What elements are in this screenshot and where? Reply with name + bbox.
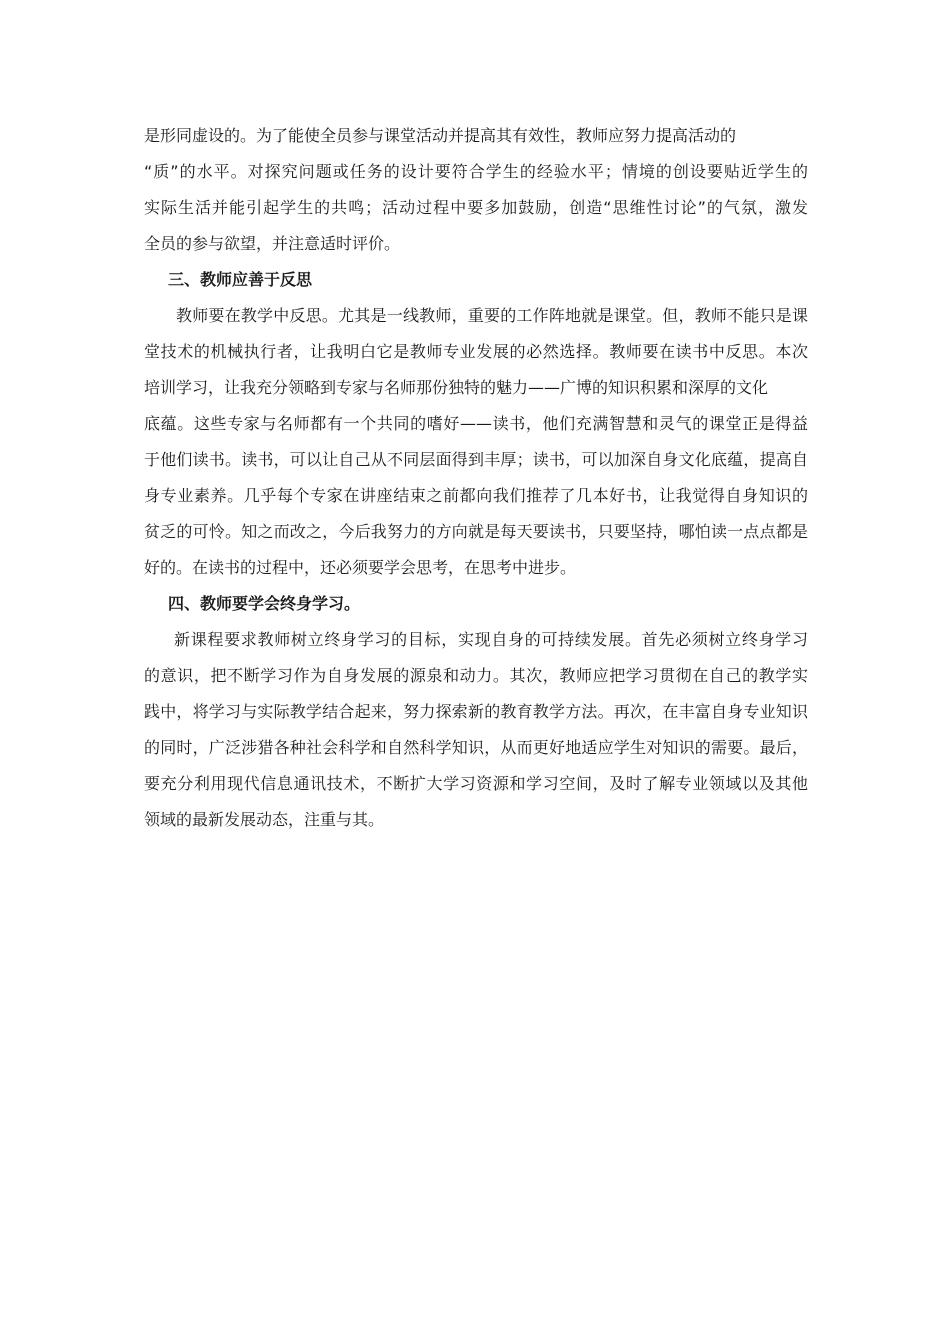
document-body (144, 118, 808, 838)
paragraph-line: 全员的参与欲望，并注意适时评价。 (144, 234, 401, 253)
paragraph-line: 的意识，把不断学习作为自身发展的源泉和动力。其次，教师应把学习贯彻在自己的教学实 (144, 666, 808, 685)
paragraph-line: 是形同虚设的。为了能使全员参与课堂活动并提高其有效性，教师应努力提高活动的 (144, 126, 737, 145)
paragraph-line: 好的。在读书的过程中，还必须要学会思考，在思考中进步。 (144, 558, 577, 577)
paragraph-line: 实际生活并能引起学生的共鸣；活动过程中要多加鼓励，创造“思维性讨论”的气氛，激发 (144, 198, 808, 217)
paragraph-line: 贫乏的可怜。知之而改之，今后我努力的方向就是每天要读书，只要坚持，哪怕读一点点都是 (144, 522, 808, 541)
paragraph-line: 领域的最新发展动态，注重与其。 (144, 810, 385, 829)
paragraph-line: 的同时，广泛涉猎各种社会科学和自然科学知识，从而更好地适应学生对知识的需要。最后， (144, 738, 808, 757)
paragraph-line: 堂技术的机械执行者，让我明白它是教师专业发展的必然选择。教师要在读书中反思。本次 (144, 342, 808, 361)
paragraph-line: “质”的水平。对探究问题或任务的设计要符合学生的经验水平；情境的创设要贴近学生的 (144, 162, 808, 181)
paragraph-line: 要充分利用现代信息通讯技术，不断扩大学习资源和学习空间，及时了解专业领域以及其他 (144, 774, 808, 793)
paragraph-line: 于他们读书。读书，可以让自己从不同层面得到丰厚；读书，可以加深自身文化底蕴，提高自 (144, 450, 808, 469)
section-heading-reflection: 三、教师应善于反思 (168, 270, 313, 289)
section-heading-lifelong-learning: 四、教师要学会终身学习。 (168, 594, 361, 613)
paragraph-line: 底蕴。这些专家与名师都有一个共同的嗜好——读书，他们充满智慧和灵气的课堂正是得益 (144, 414, 808, 433)
paragraph-line: 身专业素养。几乎每个专家在讲座结束之前都向我们推荐了几本好书，让我觉得自身知识的 (144, 486, 808, 505)
paragraph-line: 新课程要求教师树立终身学习的目标，实现自身的可持续发展。首先必须树立终身学习 (174, 630, 808, 649)
paragraph-line: 教师要在教学中反思。尤其是一线教师，重要的工作阵地就是课堂。但，教师不能只是课 (176, 306, 808, 325)
paragraph-line: 践中，将学习与实际教学结合起来，努力探索新的教育教学方法。再次，在丰富自身专业知识 (144, 702, 808, 721)
paragraph-line: 培训学习，让我充分领略到专家与名师那份独特的魅力——广博的知识积累和深厚的文化 (144, 378, 769, 397)
